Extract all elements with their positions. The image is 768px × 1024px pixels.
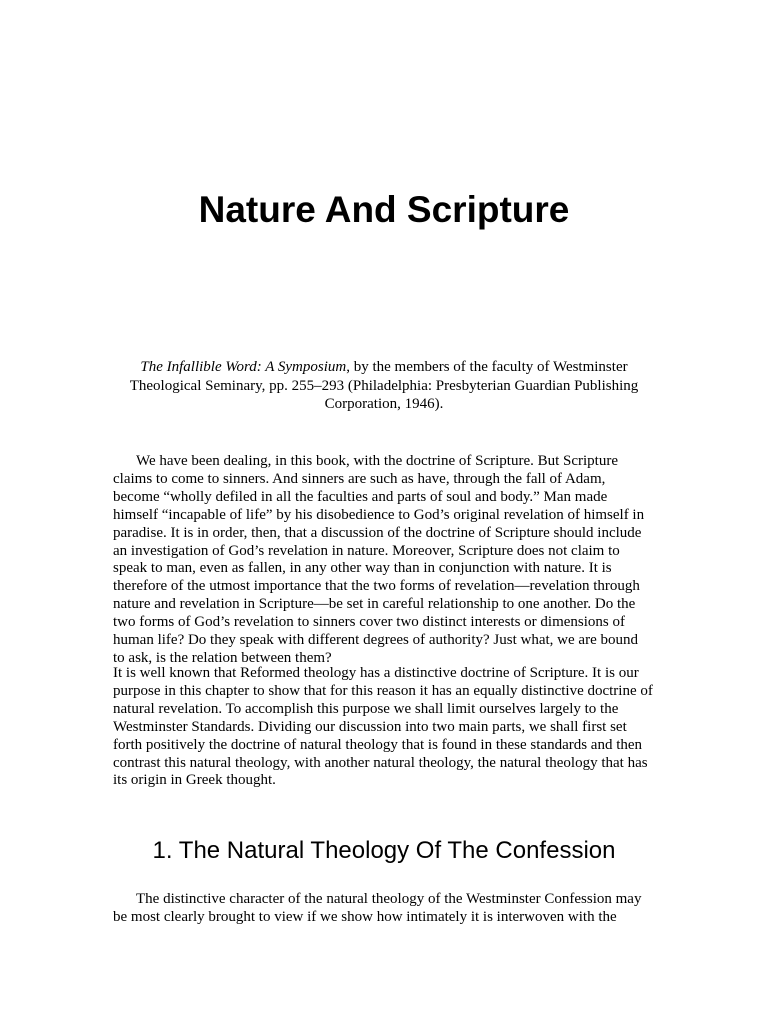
citation-line-2: Theological Seminary, pp. 255–293 (Philadelphia: Presbyterian Guardian Publishing xyxy=(129,377,639,394)
paragraph-1 xyxy=(113,453,658,668)
paragraph-1-line: become “wholly defiled in all the faculties and parts of soul and body.” Man made xyxy=(113,488,608,505)
paragraph-3 xyxy=(113,891,658,927)
citation xyxy=(114,358,654,414)
citation-work-title: The Infallible Word: A Symposium xyxy=(140,359,347,375)
paragraph-2-line: purpose in this chapter to show that for this reason it has an equally distinctive doctrine of xyxy=(113,682,653,699)
paragraph-1-line: speak to man, even as fallen, in any other way than in conjunction with nature. It is xyxy=(113,560,612,577)
paragraph-1-line: claims to come to sinners. And sinners are such as have, through the fall of Adam, xyxy=(113,470,606,487)
paragraph-1-line: human life? Do they speak with different degrees of authority? Just what, we are bound xyxy=(113,632,638,649)
paragraph-1-line: therefore of the utmost importance that the two forms of revelation—revelation through xyxy=(113,578,640,595)
paragraph-2-line: forth positively the doctrine of natural theology that is found in these standards and then xyxy=(113,736,643,753)
paragraph-2-line: Westminster Standards. Dividing our discussion into two main parts, we shall first set xyxy=(113,718,627,735)
paragraph-1-line: nature and revelation in Scripture—be set in careful relationship to one another. Do the xyxy=(113,596,636,613)
paragraph-2-line: It is well known that Reformed theology has a distinctive doctrine of Scripture. It is our xyxy=(113,665,639,681)
paragraph-1-line: an investigation of God’s revelation in nature. Moreover, Scripture does not claim to xyxy=(113,542,620,559)
paragraph-1-line: We have been dealing, in this book, with the doctrine of Scripture. But Scripture xyxy=(136,453,619,469)
citation-line-3: Corporation, 1946). xyxy=(324,396,444,412)
paragraph-2-line: its origin in Greek thought. xyxy=(113,772,276,789)
paragraph-2-line: contrast this natural theology, with another natural theology, the natural theology that has xyxy=(113,754,648,771)
paragraph-3-line: be most clearly brought to view if we show how intimately it is interwoven with the xyxy=(113,908,617,925)
paragraph-1-line: himself “incapable of life” by his disobedience to God’s original revelation of himself in xyxy=(113,506,645,523)
paragraph-3-line: The distinctive character of the natural theology of the Westminster Confession may xyxy=(136,891,642,907)
paragraph-2 xyxy=(113,665,658,790)
section-heading: 1. The Natural Theology Of The Confession xyxy=(152,837,616,864)
paragraph-1-line: two forms of God’s revelation to sinners cover two distinct interests or dimensions of xyxy=(113,614,625,631)
citation-line-1-rest: , by the members of the faculty of Westminster xyxy=(346,359,628,375)
citation-line-1 xyxy=(114,358,654,377)
paragraph-1-line: to ask, is the relation between them? xyxy=(113,649,332,666)
paragraph-2-line: natural revelation. To accomplish this purpose we shall limit ourselves largely to the xyxy=(113,700,619,717)
paragraph-1-line: paradise. It is in order, then, that a discussion of the doctrine of Scripture should include xyxy=(113,524,642,541)
document-title: Nature And Scripture xyxy=(198,189,570,230)
